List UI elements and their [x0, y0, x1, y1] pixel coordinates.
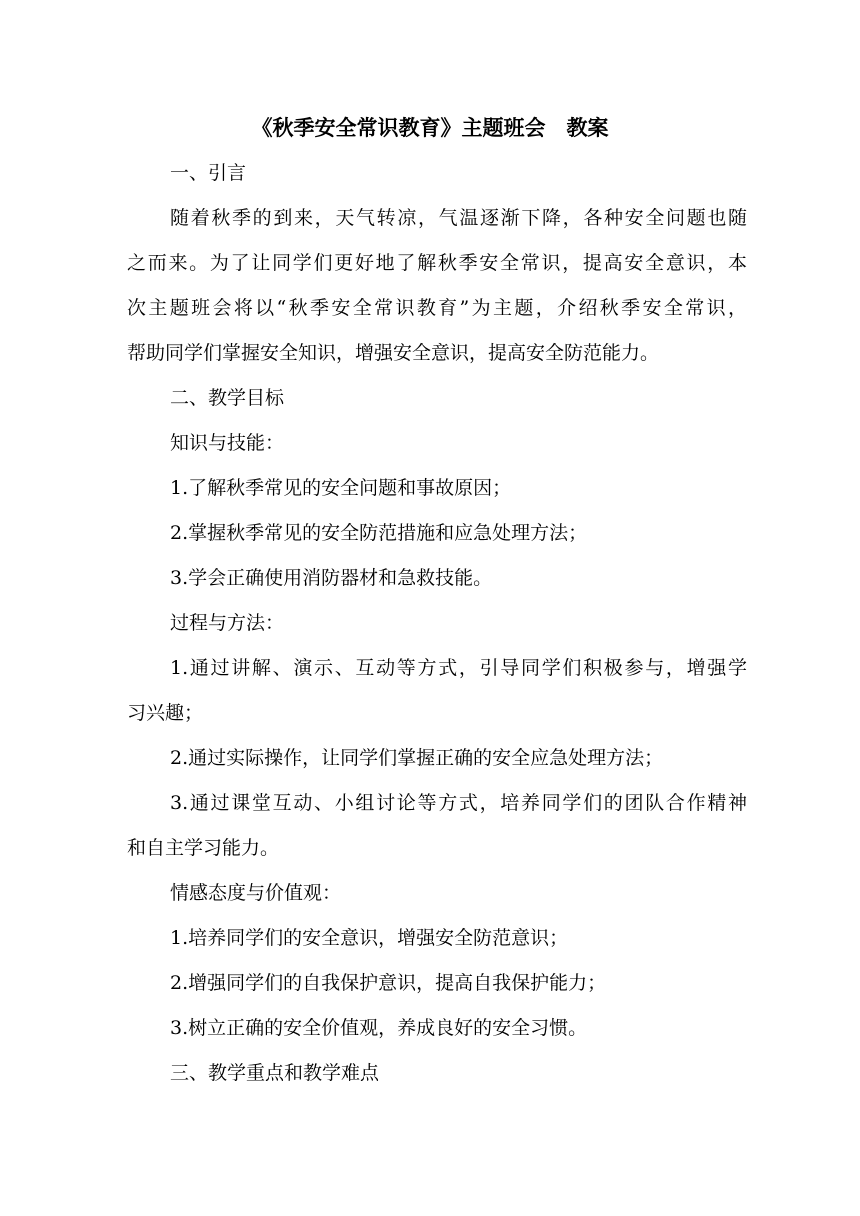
list-item: 3.树立正确的安全价值观，养成良好的安全习惯。: [170, 1017, 588, 1039]
subheading-process-methods: 过程与方法：: [170, 612, 285, 634]
paragraph-line: 随着秋季的到来，天气转凉，气温逐渐下降，各种安全问题也随: [170, 207, 747, 229]
subheading-emotion-values: 情感态度与价值观：: [170, 882, 342, 904]
paragraph-line: 帮助同学们掌握安全知识，增强安全意识，提高安全防范能力。: [127, 342, 660, 364]
list-item: 1.通过讲解、演示、互动等方式，引导同学们积极参与，增强学: [170, 657, 747, 679]
document-title: 《秋季安全常识教育》主题班会 教案: [251, 115, 609, 140]
list-item: 1.了解秋季常见的安全问题和事故原因；: [170, 477, 512, 499]
subheading-knowledge-skills: 知识与技能：: [170, 432, 285, 454]
list-item-continuation: 习兴趣；: [127, 702, 204, 724]
paragraph-line: 次主题班会将以“秋季安全常识教育”为主题，介绍秋季安全常识，: [127, 297, 747, 319]
section-heading-key-points: 三、教学重点和教学难点: [170, 1062, 380, 1084]
list-item-continuation: 和自主学习能力。: [127, 837, 280, 859]
section-heading-objectives: 二、教学目标: [170, 387, 285, 409]
list-item: 3.学会正确使用消防器材和急救技能。: [170, 567, 493, 589]
list-item: 3.通过课堂互动、小组讨论等方式，培养同学们的团队合作精神: [170, 792, 747, 814]
section-heading-introduction: 一、引言: [170, 162, 247, 184]
list-item: 2.增强同学们的自我保护意识，提高自我保护能力；: [170, 972, 607, 994]
list-item: 2.掌握秋季常见的安全防范措施和应急处理方法；: [170, 522, 588, 544]
list-item: 1.培养同学们的安全意识，增强安全防范意识；: [170, 927, 569, 949]
paragraph-line: 之而来。为了让同学们更好地了解秋季安全常识，提高安全意识，本: [127, 252, 747, 274]
list-item: 2.通过实际操作，让同学们掌握正确的安全应急处理方法；: [170, 747, 664, 769]
